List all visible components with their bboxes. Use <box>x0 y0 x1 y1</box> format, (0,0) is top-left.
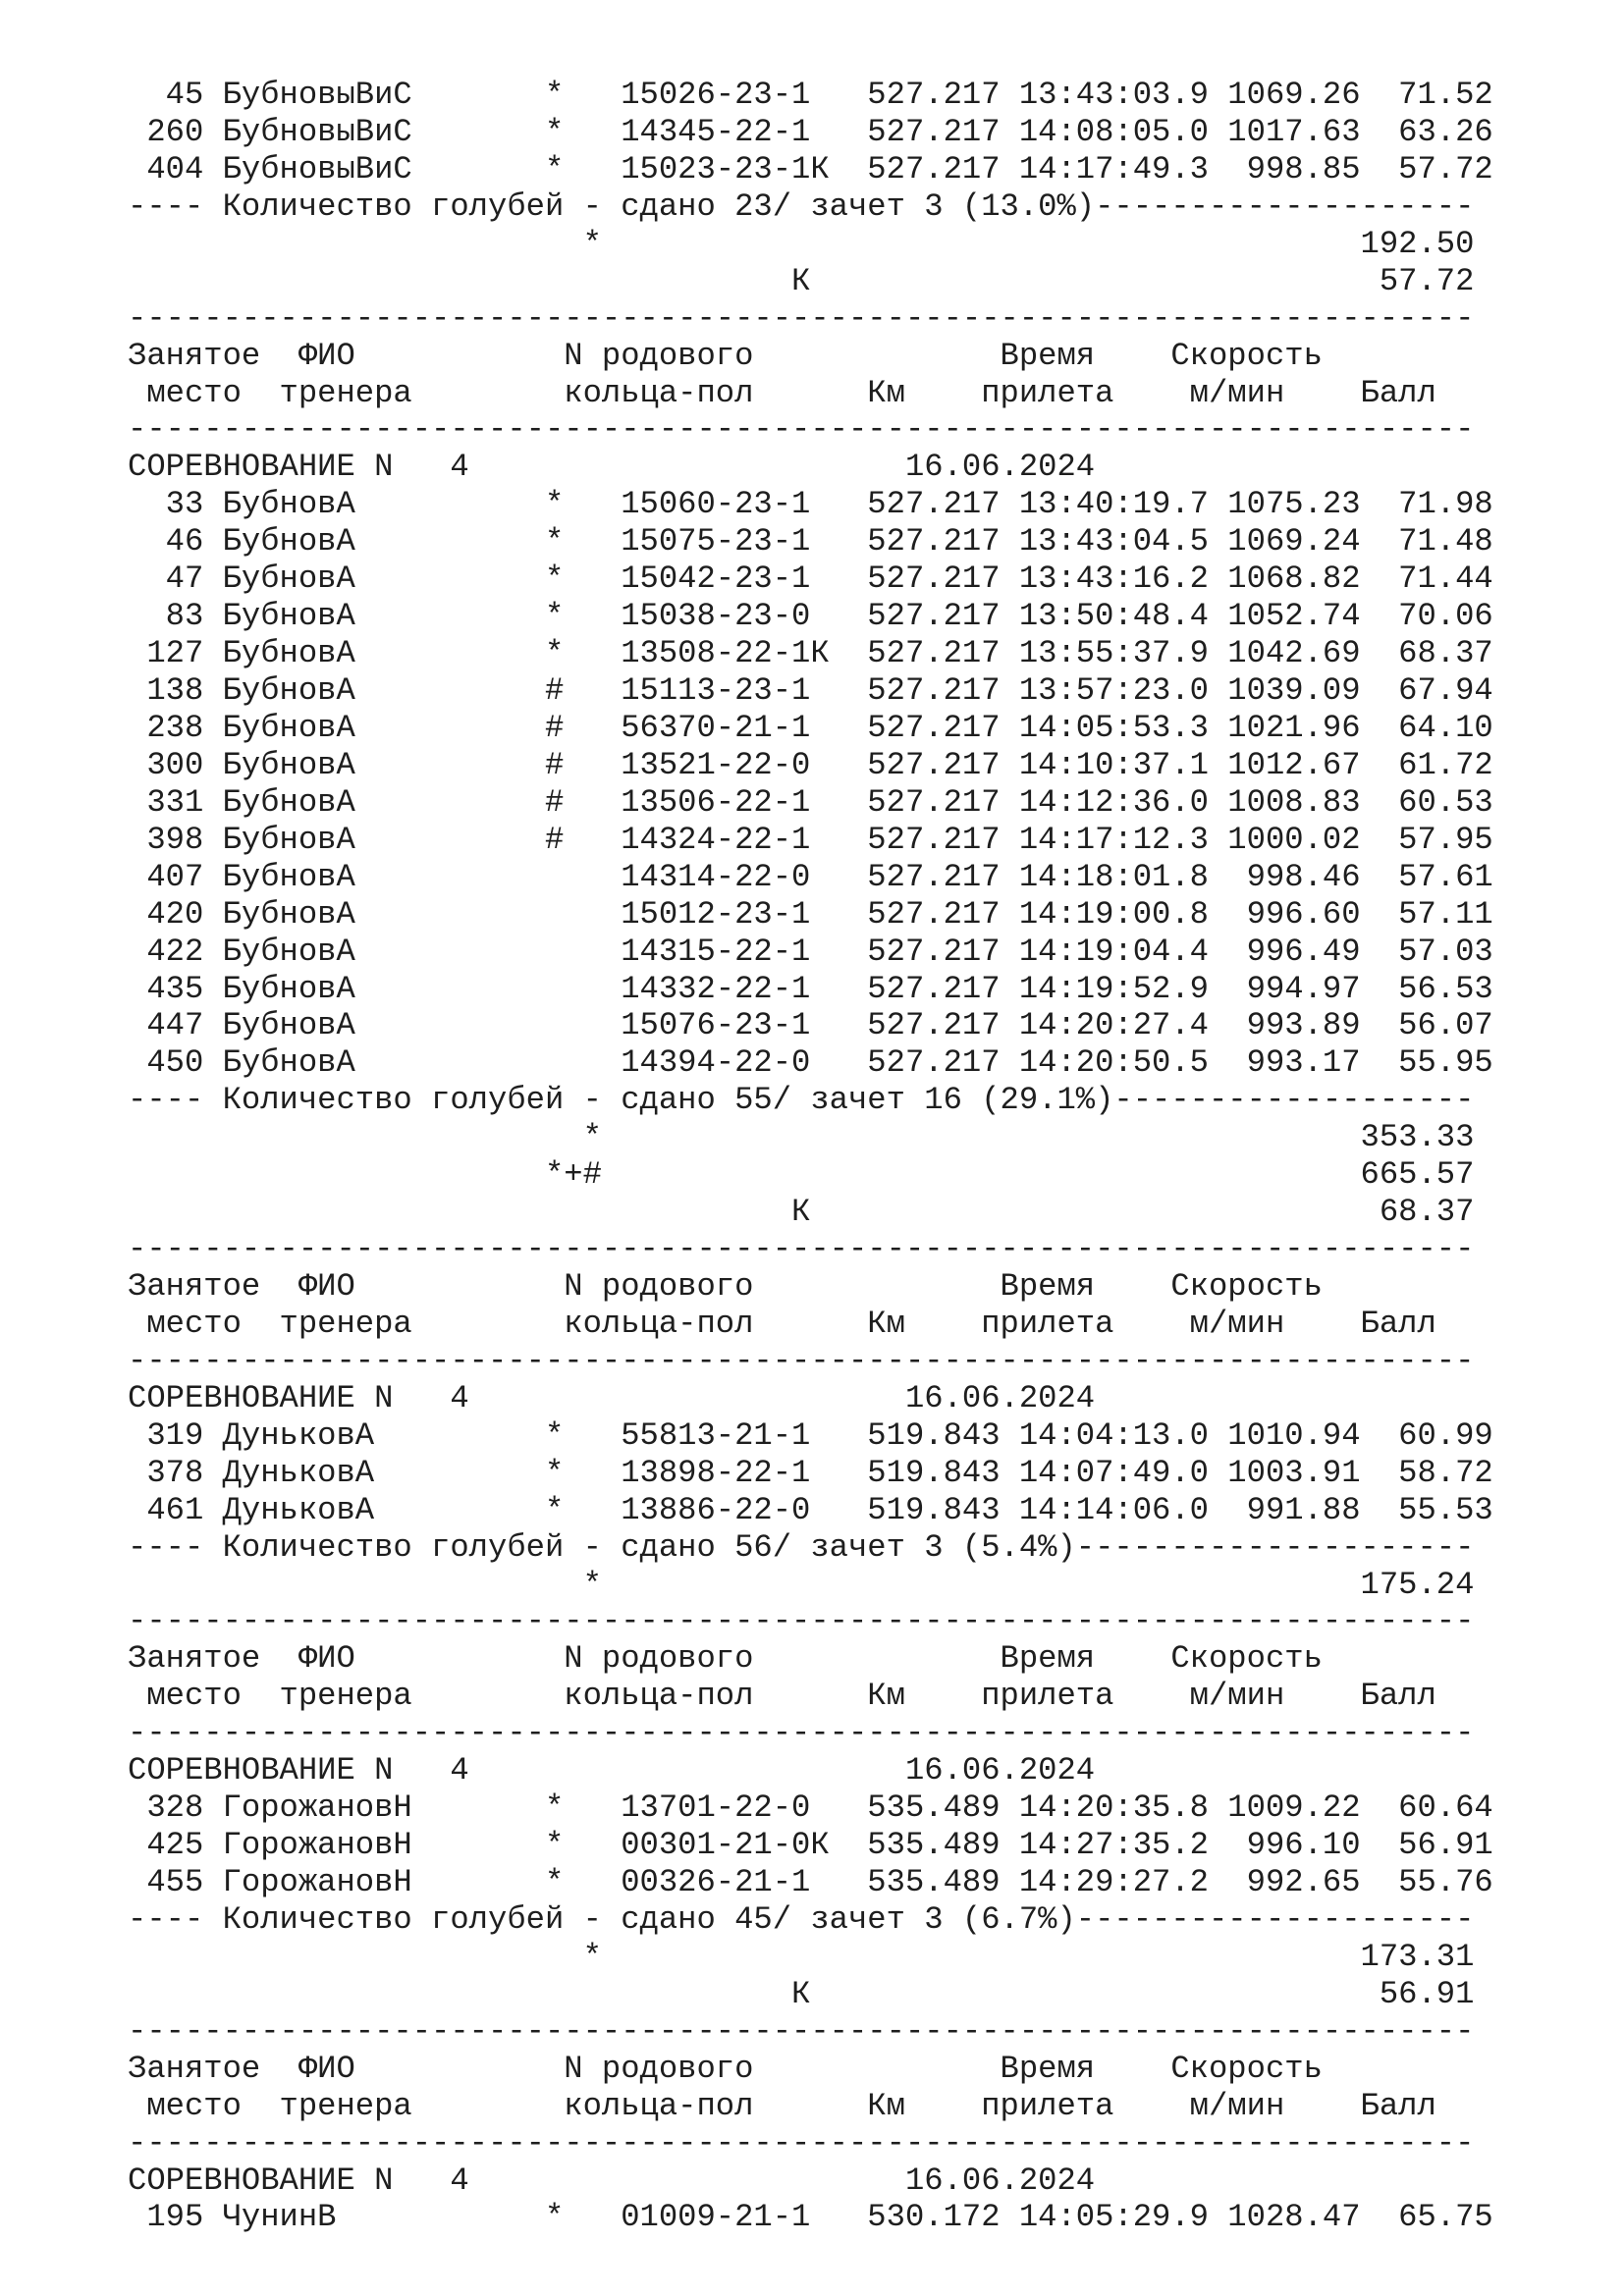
result-row: 404 БубновыВиС * 15023-23-1К 527.217 14:17:49.3 998.85 57.72 <box>128 150 1493 187</box>
column-header: место тренера кольца-пол Км прилета м/мин Балл <box>128 2087 1436 2124</box>
result-row: 46 БубновА * 15075-23-1 527.217 13:43:04.5 1069.24 71.48 <box>128 523 1493 561</box>
pigeon-count-summary: ---- Количество голубей - сдано 55/ зачет 16 (29.1%)------------------- <box>128 1082 1475 1119</box>
result-row: 33 БубновА * 15060-23-1 527.217 13:40:19.7 1075.23 71.98 <box>128 486 1493 523</box>
pigeon-count-summary: ---- Количество голубей - сдано 23/ зачет 3 (13.0%)-------------------- <box>128 187 1475 225</box>
result-row: 45 БубновыВиС * 15026-23-1 527.217 13:43:03.9 1069.26 71.52 <box>128 77 1493 113</box>
result-row: 195 ЧунинВ * 01009-21-1 530.172 14:05:29.9 1028.47 65.75 <box>128 2199 1493 2236</box>
separator-line: ----------------------------------------------------------------------- <box>128 1715 1475 1752</box>
result-row: 420 БубновА 15012-23-1 527.217 14:19:00.8 996.60 57.11 <box>128 895 1493 933</box>
result-row: 83 БубновА * 15038-23-0 527.217 13:50:48.4 1052.74 70.06 <box>128 598 1493 635</box>
results-report <box>128 77 1493 2236</box>
pigeon-count-summary: ---- Количество голубей - сдано 45/ зачет 3 (6.7%)--------------------- <box>128 1900 1475 1938</box>
result-row: 47 БубновА * 15042-23-1 527.217 13:43:16.2 1068.82 71.44 <box>128 561 1493 598</box>
separator-line: ----------------------------------------------------------------------- <box>128 411 1475 449</box>
result-row: 398 БубновА # 14324-22-1 527.217 14:17:12.3 1000.02 57.95 <box>128 821 1493 858</box>
column-header: место тренера кольца-пол Км прилета м/мин Балл <box>128 1305 1436 1342</box>
separator-line: ----------------------------------------------------------------------- <box>128 299 1475 337</box>
column-header: Занятое ФИО N родового Время Скорость <box>128 337 1323 374</box>
column-header: Занятое ФИО N родового Время Скорость <box>128 1268 1323 1305</box>
separator-line: ----------------------------------------------------------------------- <box>128 1342 1475 1379</box>
summary-total: * 353.33 <box>128 1119 1475 1156</box>
summary-total: * 175.24 <box>128 1566 1475 1603</box>
result-row: 138 БубновА # 15113-23-1 527.217 13:57:23.0 1039.09 67.94 <box>128 672 1493 709</box>
separator-line: ----------------------------------------------------------------------- <box>128 2012 1475 2050</box>
result-row: 300 БубновА # 13521-22-0 527.217 14:10:37.1 1012.67 61.72 <box>128 746 1493 783</box>
result-row: 331 БубновА # 13506-22-1 527.217 14:12:36.0 1008.83 60.53 <box>128 783 1493 821</box>
result-row: 378 ДуньковА * 13898-22-1 519.843 14:07:49.0 1003.91 58.72 <box>128 1454 1493 1491</box>
result-row: 328 ГорожановН * 13701-22-0 535.489 14:20:35.8 1009.22 60.64 <box>128 1789 1493 1827</box>
separator-line: ----------------------------------------------------------------------- <box>128 2124 1475 2162</box>
competition-title: СОРЕВНОВАНИЕ N 4 16.06.2024 <box>128 2162 1096 2199</box>
summary-total: * 192.50 <box>128 225 1475 262</box>
competition-title: СОРЕВНОВАНИЕ N 4 16.06.2024 <box>128 1752 1096 1789</box>
summary-k: К 56.91 <box>128 1975 1475 2012</box>
result-row: 461 ДуньковА * 13886-22-0 519.843 14:14:06.0 991.88 55.53 <box>128 1491 1493 1528</box>
summary-k: К 68.37 <box>128 1194 1475 1231</box>
column-header: Занятое ФИО N родового Время Скорость <box>128 1640 1323 1678</box>
pigeon-count-summary: ---- Количество голубей - сдано 56/ зачет 3 (5.4%)--------------------- <box>128 1528 1475 1566</box>
competition-title: СОРЕВНОВАНИЕ N 4 16.06.2024 <box>128 449 1096 486</box>
result-row: 422 БубновА 14315-22-1 527.217 14:19:04.4 996.49 57.03 <box>128 933 1493 970</box>
summary-total: *+# 665.57 <box>128 1156 1475 1194</box>
result-row: 425 ГорожановН * 00301-21-0К 535.489 14:27:35.2 996.10 56.91 <box>128 1827 1493 1864</box>
result-row: 407 БубновА 14314-22-0 527.217 14:18:01.8 998.46 57.61 <box>128 858 1493 895</box>
column-header: место тренера кольца-пол Км прилета м/мин Балл <box>128 374 1436 411</box>
result-row: 447 БубновА 15076-23-1 527.217 14:20:27.4 993.89 56.07 <box>128 1007 1493 1044</box>
result-row: 260 БубновыВиС * 14345-22-1 527.217 14:08:05.0 1017.63 63.26 <box>128 113 1493 150</box>
summary-k: К 57.72 <box>128 262 1475 299</box>
summary-total: * 173.31 <box>128 1938 1475 1975</box>
competition-title: СОРЕВНОВАНИЕ N 4 16.06.2024 <box>128 1379 1096 1416</box>
result-row: 238 БубновА # 56370-21-1 527.217 14:05:53.3 1021.96 64.10 <box>128 709 1493 746</box>
result-row: 127 БубновА * 13508-22-1К 527.217 13:55:37.9 1042.69 68.37 <box>128 635 1493 672</box>
result-row: 319 ДуньковА * 55813-21-1 519.843 14:04:13.0 1010.94 60.99 <box>128 1416 1493 1454</box>
result-row: 455 ГорожановН * 00326-21-1 535.489 14:29:27.2 992.65 55.76 <box>128 1864 1493 1900</box>
separator-line: ----------------------------------------------------------------------- <box>128 1231 1475 1268</box>
result-row: 450 БубновА 14394-22-0 527.217 14:20:50.5 993.17 55.95 <box>128 1044 1493 1082</box>
column-header: место тренера кольца-пол Км прилета м/мин Балл <box>128 1678 1436 1715</box>
column-header: Занятое ФИО N родового Время Скорость <box>128 2050 1323 2087</box>
result-row: 435 БубновА 14332-22-1 527.217 14:19:52.9 994.97 56.53 <box>128 970 1493 1007</box>
separator-line: ----------------------------------------------------------------------- <box>128 1603 1475 1640</box>
